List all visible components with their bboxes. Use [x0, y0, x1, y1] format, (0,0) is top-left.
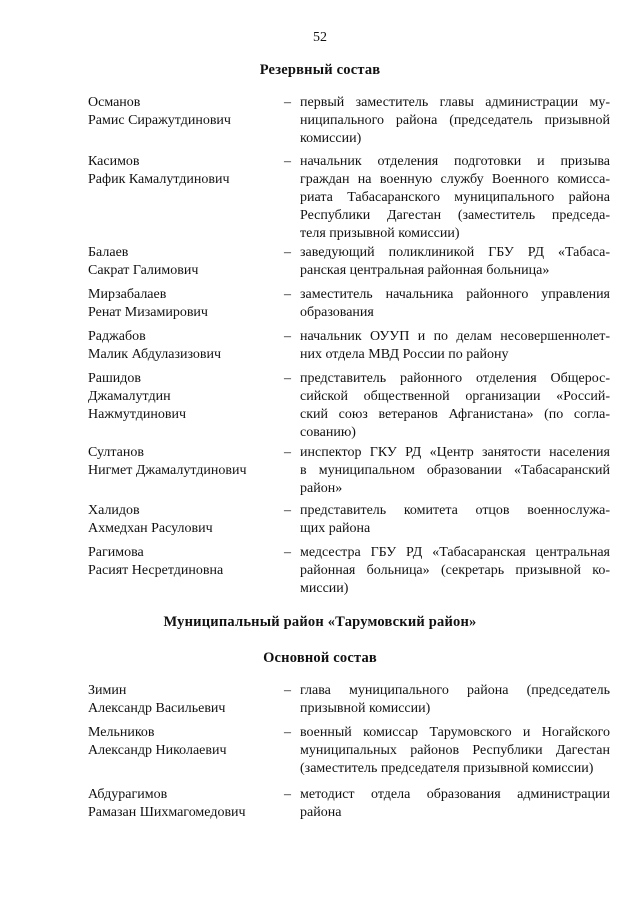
member-role-line: миссии) — [300, 581, 349, 596]
member-name-line: Зимин — [88, 683, 127, 698]
member-role — [300, 502, 610, 538]
member-role-line: район» — [300, 481, 343, 496]
member-name-line: Халидов — [88, 503, 140, 518]
dash-separator: – — [284, 329, 291, 344]
member-role-line: комиссии) — [300, 131, 362, 146]
main-composition-heading: Основной состав — [263, 650, 377, 666]
dash-separator: – — [284, 445, 291, 460]
member-role-line: методист отдела образования администрации — [300, 787, 610, 802]
member-role-line: сийской общественной организации «Россий- — [300, 389, 610, 404]
member-name — [88, 682, 278, 718]
dash-separator: – — [284, 154, 291, 169]
member-role-line: первый заместитель главы администрации му- — [300, 95, 610, 110]
member-name-line: Ахмедхан Расулович — [88, 521, 213, 536]
member-name — [88, 286, 278, 322]
member-role-line: медсестра ГБУ РД «Табасаранская центральная — [300, 545, 610, 560]
member-role — [300, 244, 610, 280]
member-name-line: Александр Васильевич — [88, 701, 226, 716]
member-role-line: ранская центральная районная больница» — [300, 263, 550, 278]
member-name-line: Джамалутдин — [88, 389, 171, 404]
member-role — [300, 94, 610, 148]
member-role-line: в муниципальном образовании «Табасаранский — [300, 463, 610, 478]
dash-separator: – — [284, 503, 291, 518]
member-name-line: Султанов — [88, 445, 144, 460]
member-name-line: Мельников — [88, 725, 155, 740]
member-role-line: муниципальных районов Республики Дагестан — [300, 743, 610, 758]
member-name-line: Нигмет Джамалутдинович — [88, 463, 247, 478]
district-heading: Муниципальный район «Тарумовский район» — [163, 614, 477, 630]
member-role-line: инспектор ГКУ РД «Центр занятости населения — [300, 445, 610, 460]
member-role-line: сованию) — [300, 425, 356, 440]
member-name-line: Расият Несретдиновна — [88, 563, 224, 578]
dash-separator: – — [284, 725, 291, 740]
dash-separator: – — [284, 95, 291, 110]
member-role-line: образования — [300, 305, 374, 320]
reserve-heading: Резервный состав — [259, 62, 381, 78]
member-role-line: военный комиссар Тарумовского и Ногайского — [300, 725, 610, 740]
member-role — [300, 786, 610, 822]
member-name-line: Александр Николаевич — [88, 743, 227, 758]
member-role-line: начальник ОУУП и по делам несовершеннолет- — [300, 329, 610, 344]
member-role-line: представитель комитета отцов военнослужа- — [300, 503, 610, 518]
member-name-line: Османов — [88, 95, 141, 110]
member-name — [88, 786, 278, 822]
member-role — [300, 328, 610, 364]
member-role-line: районная больница» (секретарь призывной ко- — [300, 563, 610, 578]
member-name — [88, 94, 278, 130]
member-role-line: риата Табасаранского муниципального района — [300, 190, 610, 205]
member-name-line: Рамазан Шихмагомедович — [88, 805, 246, 820]
dash-separator: – — [284, 545, 291, 560]
member-role-line: ниципального района (председатель призывной — [300, 113, 610, 128]
member-role-line: глава муниципального района (председатель — [300, 683, 610, 698]
member-role-line: них отдела МВД России по району — [300, 347, 509, 362]
dash-separator: – — [284, 287, 291, 302]
dash-separator: – — [284, 371, 291, 386]
member-name — [88, 370, 278, 424]
member-role — [300, 544, 610, 598]
member-role — [300, 286, 610, 322]
member-role-line: граждан на военную службу Военного комисса- — [300, 172, 610, 187]
member-role-line: призывной комиссии) — [300, 701, 431, 716]
member-name — [88, 153, 278, 189]
member-role — [300, 724, 610, 778]
member-name — [88, 328, 278, 364]
page-number: 52 — [313, 30, 327, 45]
member-name-line: Абдурагимов — [88, 787, 168, 802]
member-name-line: Ренат Мизамирович — [88, 305, 208, 320]
member-role — [300, 682, 610, 718]
member-role-line: заведующий поликлиникой ГБУ РД «Табаса- — [300, 245, 610, 260]
dash-separator: – — [284, 683, 291, 698]
member-role-line: района — [300, 805, 342, 820]
member-role-line: щих района — [300, 521, 371, 536]
member-name-line: Касимов — [88, 154, 140, 169]
member-role — [300, 370, 610, 442]
member-name-line: Рафик Камалутдинович — [88, 172, 230, 187]
dash-separator: – — [284, 787, 291, 802]
member-role-line: заместитель начальника районного управления — [300, 287, 610, 302]
member-name-line: Рамис Сиражутдинович — [88, 113, 231, 128]
member-name-line: Рагимова — [88, 545, 144, 560]
member-role-line: (заместитель председателя призывной комиссии) — [300, 761, 594, 776]
member-name — [88, 724, 278, 760]
member-name — [88, 444, 278, 480]
member-name-line: Раджабов — [88, 329, 146, 344]
member-name-line: Малик Абдулазизович — [88, 347, 222, 362]
member-role-line: ский союз ветеранов Афганистана» (по согла- — [300, 407, 610, 422]
member-role-line: теля призывной комиссии) — [300, 226, 460, 241]
member-name — [88, 502, 278, 538]
member-name-line: Рашидов — [88, 371, 142, 386]
member-role-line: Республики Дагестан (заместитель председа- — [300, 208, 610, 223]
member-name-line: Сакрат Галимович — [88, 263, 199, 278]
dash-separator: – — [284, 245, 291, 260]
member-role — [300, 153, 610, 243]
member-role-line: начальник отделения подготовки и призыва — [300, 154, 610, 169]
member-role-line: представитель районного отделения Общерос- — [300, 371, 610, 386]
member-name — [88, 544, 278, 580]
member-name — [88, 244, 278, 280]
member-name-line: Балаев — [88, 245, 129, 260]
member-role — [300, 444, 610, 498]
member-name-line: Мирзабалаев — [88, 287, 167, 302]
member-name-line: Нажмутдинович — [88, 407, 187, 422]
